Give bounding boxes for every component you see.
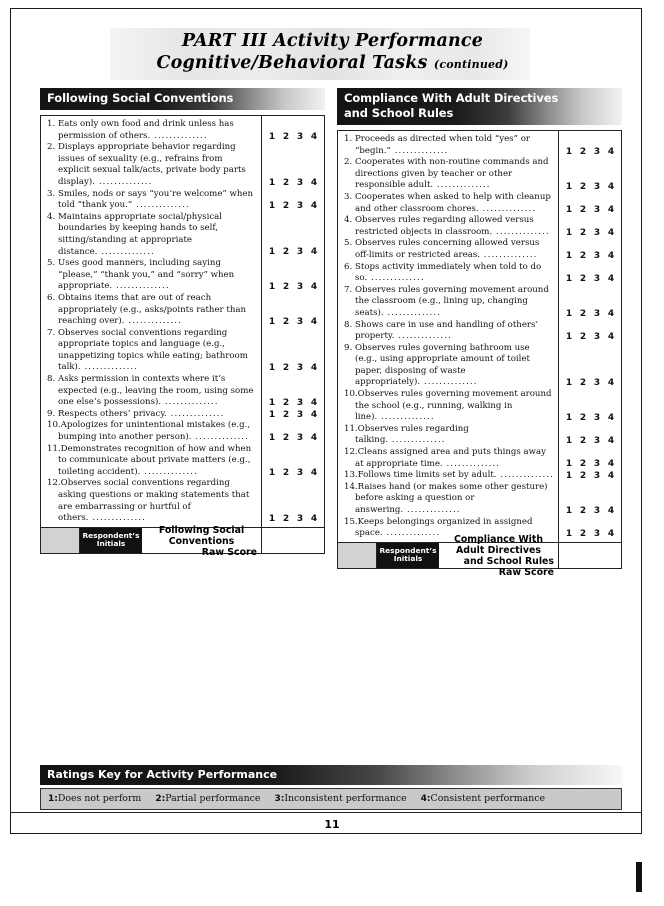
- checklist-item: [47, 142, 261, 188]
- leader-dots: ..............: [94, 176, 153, 187]
- item-text: Follows time limits set by adult.: [357, 470, 497, 481]
- checklist-item: [344, 238, 558, 261]
- left-respondent-initials-label: [80, 528, 142, 553]
- rating-option-1[interactable]: 1: [565, 182, 573, 192]
- rating-option-3[interactable]: 3: [296, 247, 304, 257]
- item-text: Keeps belongings organized in assigned space.: [355, 516, 533, 539]
- rating-option-1[interactable]: 1: [268, 433, 276, 443]
- rating-option-1[interactable]: 1: [565, 506, 573, 516]
- rating-option-4[interactable]: 4: [607, 147, 615, 157]
- rating-option-3[interactable]: 3: [593, 471, 601, 481]
- title-continued-note: (continued): [433, 58, 509, 71]
- checklist-item: [344, 215, 558, 238]
- item-text: Respects others’ privacy.: [58, 408, 167, 419]
- rating-option-1[interactable]: 1: [565, 459, 573, 469]
- rating-option-2[interactable]: 2: [579, 309, 587, 319]
- rating-scale-row[interactable]: [559, 319, 621, 342]
- checklist-item: [47, 211, 261, 258]
- rating-option-1[interactable]: 1: [268, 178, 276, 188]
- item-number: 1.: [47, 119, 56, 129]
- right-initials-blank-cell[interactable]: [338, 543, 377, 568]
- rating-option-1[interactable]: 1: [565, 471, 573, 481]
- rating-option-3[interactable]: 3: [593, 506, 601, 516]
- rating-scale-row[interactable]: [262, 327, 324, 373]
- title-line-2: [60, 52, 605, 76]
- section-following-social-conventions: [40, 88, 325, 558]
- item-number: 14.: [344, 481, 358, 492]
- title-line-2-main: Cognitive/Behavioral Tasks: [156, 53, 428, 73]
- item-number: 3.: [47, 188, 56, 199]
- left-item-list: [41, 116, 261, 527]
- item-text: Cooperates when asked to help with cleanup and other classroom chores.: [355, 191, 551, 214]
- rating-option-4[interactable]: 4: [310, 363, 318, 373]
- checklist-item: [344, 134, 558, 157]
- leader-dots: ..............: [150, 130, 208, 141]
- rating-option-2[interactable]: 2: [579, 228, 587, 238]
- rating-option-4[interactable]: 4: [310, 247, 318, 257]
- checklist-item: [344, 342, 558, 389]
- rating-option-4[interactable]: 4: [607, 228, 615, 238]
- rating-option-3[interactable]: 3: [593, 459, 601, 469]
- item-number: 13.: [344, 470, 358, 481]
- rating-option-4[interactable]: 4: [607, 274, 615, 284]
- ratings-key-level: 4:: [420, 794, 431, 804]
- right-raw-score-row: [337, 534, 622, 579]
- item-number: 10.: [47, 420, 61, 431]
- checklist-item: [47, 292, 261, 328]
- leader-dots: ..............: [97, 246, 155, 257]
- item-text: Stops activity immediately when told to do so.: [355, 261, 542, 284]
- item-text: Maintains appropriate social/physical boundaries by keeping hands to self, sitting/standing at appropriate distance.: [58, 211, 223, 257]
- rating-option-3[interactable]: 3: [593, 309, 601, 319]
- rating-option-3[interactable]: 3: [593, 205, 601, 215]
- rating-option-4[interactable]: 4: [310, 178, 318, 188]
- item-number: 5.: [344, 238, 353, 249]
- rating-scale-row[interactable]: [262, 257, 324, 292]
- rating-scale-row[interactable]: [559, 134, 621, 157]
- item-number: 5.: [47, 258, 56, 269]
- checklist-item: [47, 188, 261, 212]
- rating-option-1[interactable]: 1: [268, 282, 276, 292]
- rating-scale-row[interactable]: [559, 481, 621, 516]
- rating-option-3[interactable]: 3: [593, 436, 601, 446]
- title-line-1: PART III Activity Performance: [181, 31, 484, 51]
- rating-option-4[interactable]: 4: [607, 205, 615, 215]
- leader-dots: ..............: [132, 200, 190, 211]
- leader-dots: ..............: [140, 466, 198, 477]
- item-text: Smiles, nods or says “you’re welcome” when told “thank you.”: [58, 188, 254, 211]
- right-raw-score-label-line-2: and School Rules Raw Score: [463, 556, 554, 579]
- item-number: 2.: [344, 157, 353, 168]
- right-respondent-initials-label: [377, 543, 439, 568]
- rating-option-1[interactable]: 1: [268, 132, 276, 142]
- rating-option-3[interactable]: 3: [593, 332, 601, 342]
- edge-registration-mark: [636, 862, 642, 892]
- leader-dots: ..............: [478, 203, 537, 214]
- checklist-item: [47, 374, 261, 409]
- item-text: Observes rules regarding talking.: [355, 423, 469, 446]
- rating-option-3[interactable]: 3: [296, 282, 304, 292]
- rating-option-4[interactable]: 4: [607, 251, 615, 261]
- item-text: Observes rules governing bathroom use (e.g., using appropriate amount of toilet paper, disposing of waste appropriately).: [355, 342, 530, 388]
- rating-option-1[interactable]: 1: [268, 410, 276, 420]
- checklist-item: [344, 470, 558, 482]
- checklist-item: [47, 478, 261, 524]
- rating-option-1[interactable]: 1: [268, 317, 276, 327]
- leader-dots: ..............: [442, 458, 501, 469]
- page-title: [60, 30, 605, 76]
- rating-option-3[interactable]: 3: [593, 413, 601, 423]
- checklist-item: [344, 447, 558, 470]
- left-section-heading: Following Social Conventions: [40, 88, 325, 110]
- item-number: 2.: [47, 142, 56, 153]
- rating-option-3[interactable]: 3: [296, 201, 304, 211]
- rating-option-2[interactable]: 2: [282, 433, 290, 443]
- rating-option-4[interactable]: 4: [607, 436, 615, 446]
- rating-option-3[interactable]: 3: [296, 398, 304, 408]
- rating-option-2[interactable]: 2: [579, 205, 587, 215]
- rating-scale-row[interactable]: [559, 446, 621, 469]
- rating-option-1[interactable]: 1: [565, 529, 573, 539]
- item-text: Observes social conventions regarding appropriate topics and language (e.g., unappetizing topics while eating; bathroom talk).: [58, 327, 248, 373]
- item-number: 7.: [344, 284, 353, 295]
- rating-scale-row[interactable]: [559, 215, 621, 238]
- item-number: 4.: [47, 211, 56, 222]
- item-number: 7.: [47, 327, 56, 338]
- rating-option-1[interactable]: 1: [268, 468, 276, 478]
- right-items-table: [337, 130, 622, 543]
- rating-option-2[interactable]: 2: [579, 529, 587, 539]
- rating-option-2[interactable]: 2: [579, 471, 587, 481]
- rating-scale-row[interactable]: [559, 284, 621, 319]
- rating-scale-row[interactable]: [559, 342, 621, 388]
- rating-option-4[interactable]: 4: [310, 398, 318, 408]
- rating-option-3[interactable]: 3: [593, 228, 601, 238]
- item-number: 12.: [344, 447, 358, 458]
- right-item-list: [338, 131, 558, 542]
- leader-dots: ..............: [367, 273, 425, 284]
- item-text: Proceeds as directed when told “yes” or “begin.”: [355, 134, 530, 156]
- rating-option-3[interactable]: 3: [296, 514, 304, 524]
- rating-scale-row[interactable]: [559, 261, 621, 284]
- rating-scale-row[interactable]: [559, 157, 621, 192]
- rating-scale-row[interactable]: [559, 516, 621, 539]
- ratings-key-label: Does not perform: [57, 793, 142, 804]
- item-text: Uses good manners, including saying “please,” “thank you,” and “sorry” when appropriate.: [58, 258, 235, 292]
- checklist-item: [344, 319, 558, 343]
- rating-option-2[interactable]: 2: [579, 251, 587, 261]
- rating-option-3[interactable]: 3: [593, 251, 601, 261]
- rating-scale-row[interactable]: [262, 443, 324, 478]
- item-text: Cooperates with non-routine commands and directions given by teacher or other responsible adult.: [355, 157, 549, 191]
- rating-option-4[interactable]: 4: [607, 309, 615, 319]
- rating-option-3[interactable]: 3: [296, 317, 304, 327]
- rating-option-2[interactable]: 2: [282, 363, 290, 373]
- item-number: 3.: [344, 191, 353, 202]
- checklist-item: [47, 327, 261, 374]
- checklist-item: [47, 258, 261, 293]
- ratings-key-entry: [155, 793, 260, 804]
- rating-option-2[interactable]: 2: [579, 436, 587, 446]
- item-text: Eats only own food and drink unless has permission of others.: [58, 119, 234, 141]
- checklist-item: [344, 423, 558, 447]
- checklist-item: [344, 157, 558, 192]
- left-raw-score-input[interactable]: [261, 528, 324, 553]
- rating-option-4[interactable]: 4: [310, 201, 318, 211]
- rating-option-1[interactable]: 1: [268, 363, 276, 373]
- ratings-key-label: Partial performance: [165, 793, 261, 804]
- item-number: 6.: [344, 261, 353, 272]
- rating-option-4[interactable]: 4: [310, 132, 318, 142]
- rating-option-4[interactable]: 4: [310, 468, 318, 478]
- rating-option-4[interactable]: 4: [607, 471, 615, 481]
- rating-scale-row[interactable]: [262, 292, 324, 327]
- rating-option-2[interactable]: 2: [282, 178, 290, 188]
- rating-option-1[interactable]: 1: [565, 228, 573, 238]
- item-number: 4.: [344, 215, 353, 226]
- item-number: 1.: [344, 134, 353, 144]
- rating-option-4[interactable]: 4: [310, 410, 318, 420]
- rating-scale-row[interactable]: [559, 192, 621, 215]
- rating-option-2[interactable]: 2: [579, 459, 587, 469]
- left-initials-line-1: Respondent’s: [82, 530, 140, 540]
- leader-dots: ..............: [388, 435, 446, 446]
- leader-dots: ..............: [161, 397, 219, 408]
- left-raw-score-label: [142, 524, 261, 558]
- rating-option-4[interactable]: 4: [607, 459, 615, 469]
- checklist-item: [47, 408, 261, 421]
- rating-option-3[interactable]: 3: [593, 529, 601, 539]
- rating-option-1[interactable]: 1: [565, 147, 573, 157]
- rating-option-1[interactable]: 1: [565, 251, 573, 261]
- checklist-item: [47, 443, 261, 479]
- ratings-key-label: Inconsistent performance: [284, 793, 407, 804]
- checklist-item: [344, 284, 558, 320]
- rating-option-2[interactable]: 2: [282, 410, 290, 420]
- rating-option-4[interactable]: 4: [607, 506, 615, 516]
- leader-dots: ..............: [496, 470, 555, 481]
- rating-option-2[interactable]: 2: [282, 514, 290, 524]
- rating-option-2[interactable]: 2: [282, 282, 290, 292]
- item-number: 11.: [47, 443, 61, 454]
- leader-dots: ..............: [433, 180, 491, 191]
- item-text: Apologizes for unintentional mistakes (e.g., bumping into another person).: [58, 420, 251, 443]
- rating-option-4[interactable]: 4: [310, 514, 318, 524]
- item-text: Observes rules concerning allowed versus off-limits or restricted areas.: [355, 238, 540, 260]
- leader-dots: ..............: [80, 362, 139, 373]
- leader-dots: ..............: [420, 377, 478, 388]
- rating-scale-row[interactable]: [559, 469, 621, 481]
- rating-option-2[interactable]: 2: [282, 201, 290, 211]
- page-number: 11: [324, 818, 340, 831]
- leader-dots: ..............: [382, 528, 441, 539]
- item-text: Asks permission in contexts where it’s expected (e.g., leaving the room, using some one else’s possessions).: [58, 374, 254, 408]
- item-text: Displays appropriate behavior regarding issues of sexuality (e.g., refrains from explicit sexual talk/acts, private body parts display).: [58, 142, 246, 187]
- rating-option-2[interactable]: 2: [282, 468, 290, 478]
- rating-scale-row[interactable]: [262, 211, 324, 257]
- rating-option-4[interactable]: 4: [607, 378, 615, 388]
- leader-dots: ..............: [377, 412, 435, 423]
- leader-dots: ..............: [191, 432, 249, 443]
- rating-option-4[interactable]: 4: [310, 282, 318, 292]
- left-items-table: [40, 115, 325, 528]
- item-number: 10.: [344, 389, 358, 400]
- rating-option-4[interactable]: 4: [607, 529, 615, 539]
- rating-scale-row[interactable]: [262, 142, 324, 188]
- rating-option-2[interactable]: 2: [579, 274, 587, 284]
- item-number: 15.: [344, 516, 358, 527]
- rating-option-1[interactable]: 1: [565, 309, 573, 319]
- leader-dots: ..............: [112, 281, 170, 292]
- leader-dots: ..............: [479, 249, 538, 260]
- rating-option-4[interactable]: 4: [607, 332, 615, 342]
- checklist-item: [47, 119, 261, 142]
- rating-option-3[interactable]: 3: [296, 178, 304, 188]
- rating-option-2[interactable]: 2: [579, 413, 587, 423]
- ratings-key-level: 3:: [274, 794, 285, 804]
- rating-option-3[interactable]: 3: [593, 182, 601, 192]
- item-number: 8.: [344, 319, 353, 330]
- rating-option-1[interactable]: 1: [268, 398, 276, 408]
- rating-option-2[interactable]: 2: [282, 247, 290, 257]
- item-text: Raises hand (or makes some other gesture) before asking a question or answering.: [355, 481, 548, 515]
- rating-option-1[interactable]: 1: [268, 201, 276, 211]
- rating-option-2[interactable]: 2: [282, 317, 290, 327]
- rating-option-2[interactable]: 2: [579, 147, 587, 157]
- leader-dots: ..............: [124, 316, 182, 327]
- item-number: 12.: [47, 478, 61, 489]
- leader-dots: ..............: [390, 145, 449, 156]
- rating-option-3[interactable]: 3: [593, 147, 601, 157]
- rating-scale-row[interactable]: [559, 388, 621, 423]
- ratings-key-entry: [274, 793, 406, 804]
- item-text: Demonstrates recognition of how and when to communicate about private matters (e.g., toileting accident).: [58, 443, 252, 477]
- item-number: 9.: [344, 342, 353, 353]
- checklist-item: [344, 261, 558, 285]
- rating-option-3[interactable]: 3: [593, 274, 601, 284]
- item-text: Observes rules governing movement around the classroom (e.g., lining up, changing seats).: [355, 284, 549, 318]
- rating-scale-row[interactable]: [262, 373, 324, 408]
- rating-option-3[interactable]: 3: [296, 132, 304, 142]
- rating-scale-row[interactable]: [559, 423, 621, 446]
- rating-scale-row[interactable]: [262, 420, 324, 443]
- ratings-key-label: Consistent performance: [430, 793, 546, 804]
- item-number: 11.: [344, 423, 358, 434]
- rating-option-1[interactable]: 1: [268, 514, 276, 524]
- rating-option-2[interactable]: 2: [282, 398, 290, 408]
- rating-option-3[interactable]: 3: [296, 468, 304, 478]
- checklist-item: [344, 481, 558, 517]
- checklist-item: [344, 191, 558, 215]
- right-heading-line-1: Compliance With Adult Directives: [344, 91, 559, 105]
- section-compliance-with-adult-directives: [337, 88, 622, 579]
- rating-option-1[interactable]: 1: [565, 413, 573, 423]
- rating-option-4[interactable]: 4: [310, 317, 318, 327]
- left-raw-score-label-line-2: Raw Score: [201, 546, 257, 558]
- ratings-key: [40, 765, 622, 810]
- ratings-key-heading: Ratings Key for Activity Performance: [40, 765, 622, 785]
- item-text: Observes rules regarding allowed versus restricted objects in classroom.: [355, 215, 534, 237]
- right-raw-score-input[interactable]: [558, 543, 621, 568]
- rating-option-3[interactable]: 3: [296, 433, 304, 443]
- item-text: Cleans assigned area and puts things away at appropriate time.: [355, 447, 546, 469]
- leader-dots: ..............: [383, 307, 442, 318]
- rating-option-1[interactable]: 1: [565, 274, 573, 284]
- ratings-key-entries: [40, 788, 622, 810]
- left-raw-score-row: [40, 524, 325, 558]
- rating-option-3[interactable]: 3: [296, 363, 304, 373]
- rating-option-2[interactable]: 2: [579, 332, 587, 342]
- right-initials-line-1: Respondent’s: [379, 545, 437, 555]
- rating-option-2[interactable]: 2: [579, 378, 587, 388]
- item-number: 6.: [47, 292, 56, 303]
- ratings-key-level: 1:: [48, 794, 58, 804]
- rating-scale-row[interactable]: [559, 238, 621, 261]
- ratings-key-entry: [48, 793, 141, 804]
- rating-option-1[interactable]: 1: [565, 436, 573, 446]
- left-rating-column: [261, 116, 324, 527]
- rating-option-1[interactable]: 1: [565, 378, 573, 388]
- rating-option-4[interactable]: 4: [310, 433, 318, 443]
- rating-scale-row[interactable]: [262, 188, 324, 211]
- rating-scale-row[interactable]: [262, 119, 324, 142]
- item-number: 9.: [47, 408, 56, 419]
- rating-option-2[interactable]: 2: [282, 132, 290, 142]
- right-raw-score-label: [439, 534, 558, 579]
- leader-dots: ..............: [492, 226, 550, 237]
- ratings-key-entry: [421, 793, 545, 804]
- item-text: Obtains items that are out of reach appropriately (e.g., asks/points rather than reaching over).: [58, 292, 247, 327]
- right-raw-score-label-line-1: Compliance With Adult Directives: [453, 534, 544, 557]
- left-raw-score-label-line-1: Following Social Conventions: [158, 524, 245, 547]
- rating-option-1[interactable]: 1: [565, 332, 573, 342]
- item-text: Observes social conventions regarding asking questions or making statements that are embarrassing or hurtful of others.: [58, 478, 250, 524]
- rating-scale-row[interactable]: [262, 408, 324, 420]
- ratings-key-level: 2:: [155, 794, 166, 804]
- leader-dots: ..............: [88, 513, 146, 524]
- leader-dots: ..............: [166, 408, 225, 419]
- leader-dots: ..............: [403, 505, 461, 515]
- rating-option-2[interactable]: 2: [579, 506, 587, 516]
- footer-rule: [11, 812, 641, 813]
- checklist-item: [47, 420, 261, 443]
- right-section-heading: [337, 88, 622, 125]
- rating-scale-row[interactable]: [262, 478, 324, 524]
- rating-option-1[interactable]: 1: [268, 247, 276, 257]
- item-text: Shows care in use and handling of others’ property.: [355, 319, 539, 342]
- right-heading-line-2: and School Rules: [344, 106, 454, 120]
- left-initials-line-2: Initials: [96, 539, 126, 549]
- left-initials-blank-cell[interactable]: [41, 528, 80, 553]
- item-number: 8.: [47, 374, 56, 385]
- rating-option-4[interactable]: 4: [607, 182, 615, 192]
- checklist-item: [344, 389, 558, 424]
- right-rating-column: [558, 131, 621, 542]
- rating-option-4[interactable]: 4: [607, 413, 615, 423]
- rating-option-3[interactable]: 3: [296, 410, 304, 420]
- item-text: Observes rules governing movement around the school (e.g., running, walking in line).: [355, 389, 552, 423]
- leader-dots: ..............: [394, 331, 452, 342]
- rating-option-2[interactable]: 2: [579, 182, 587, 192]
- rating-option-3[interactable]: 3: [593, 378, 601, 388]
- right-initials-line-2: Initials: [393, 554, 423, 564]
- rating-option-1[interactable]: 1: [565, 205, 573, 215]
